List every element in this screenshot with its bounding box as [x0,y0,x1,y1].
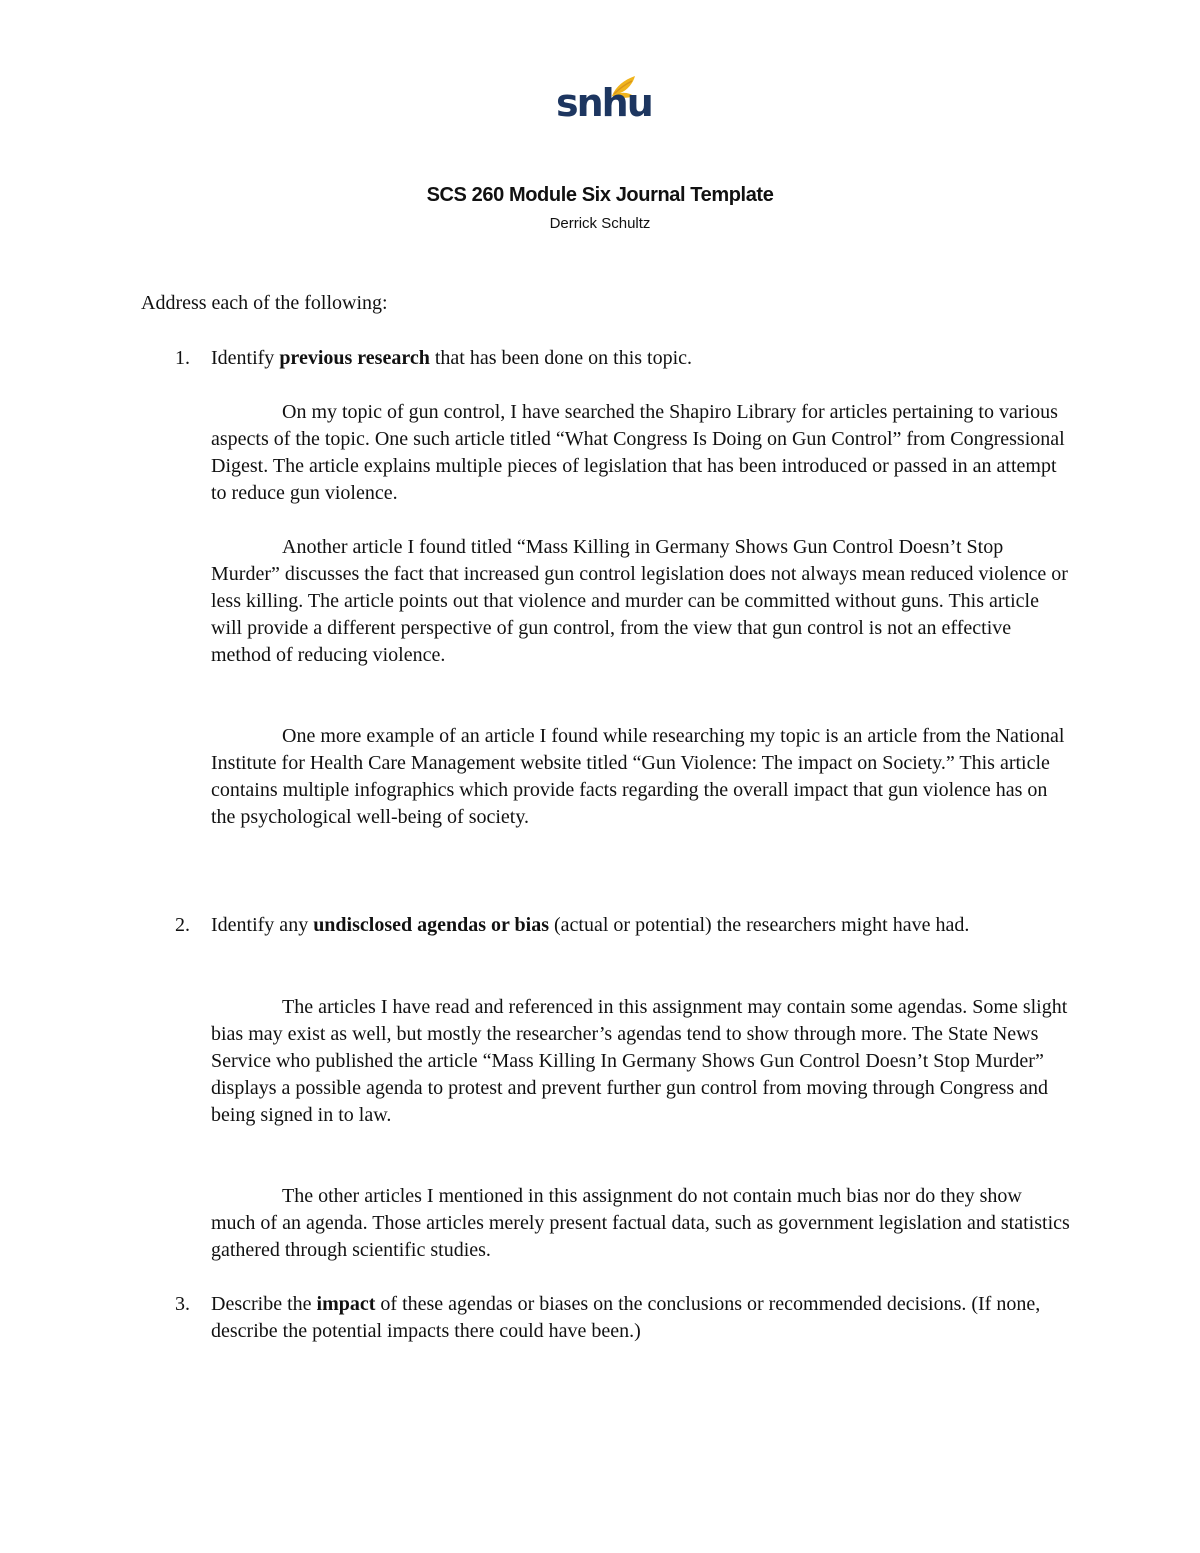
list-item-1 [175,345,1075,372]
prompt-bold-term: previous research [279,347,430,369]
answer-paragraph: One more example of an article I found while researching my topic is an article from the National Institute for Health Care Management website titled “Gun Violence: The impact on Society.” This article contains multiple infographics which provide facts regarding the overall impact that gun violence has on the psychological well-being of society. [211,725,1065,828]
instructions-intro: Address each of the following: [141,292,388,314]
prompt-text-after: of these agendas or biases on the conclusions or recommended decisions. (If none, describe the potential impacts there could have been.) [211,1293,1041,1342]
list-number: 1. [175,347,190,369]
answer-paragraph: Another article I found titled “Mass Killing in Germany Shows Gun Control Doesn’t Stop Murder” discusses the fact that increased gun control legislation does not always mean reduced violence or less killing. The article points out that violence and murder can be committed without guns. This article will provide a different perspective of gun control, from the view that gun control is not an effective method of reducing violence. [211,536,1068,666]
document-title: SCS 260 Module Six Journal Template [426,184,774,206]
prompt-text-before: Describe the [211,1293,317,1315]
prompt-text-after: (actual or potential) the researchers might have had. [549,914,970,936]
prompt-bold-term: undisclosed agendas or bias [313,914,549,936]
answer-paragraph: The other articles I mentioned in this assignment do not contain much bias nor do they show much of an agenda. Those articles merely present factual data, such as government legislation and statistics gathered through scientific studies. [211,1185,1070,1261]
prompt-text-before: Identify [211,347,280,369]
list-item-2 [175,912,1075,939]
answer-paragraph: On my topic of gun control, I have searched the Shapiro Library for articles pertaining to various aspects of the topic. One such article titled “What Congress Is Doing on Gun Control” from Congressional Digest. The article explains multiple pieces of legislation that has been introduced or passed in an attempt to reduce gun violence. [211,401,1065,504]
prompt-text [211,912,1071,939]
prompt-bold-term: impact [316,1293,376,1315]
list-number: 2. [175,914,190,936]
prompt-text [211,345,1071,372]
list-number: 3. [175,1293,190,1315]
prompt-text [211,1291,1071,1345]
prompt-text-before: Identify any [211,914,314,936]
list-item-3 [175,1291,1075,1345]
document-author: Derrick Schultz [549,215,651,232]
snhu-logo [554,74,652,134]
logo-wordmark: snhu [556,81,652,125]
answer-paragraph: The articles I have read and referenced in this assignment may contain some agendas. Some slight bias may exist as well, but mostly the researcher’s agendas tend to show through more. The State News Service who published the article “Mass Killing In Germany Shows Gun Control Doesn’t Stop Murder” displays a possible agenda to protest and prevent further gun control from moving through Congress and being signed in to law. [211,996,1068,1126]
prompt-text-after: that has been done on this topic. [429,347,693,369]
